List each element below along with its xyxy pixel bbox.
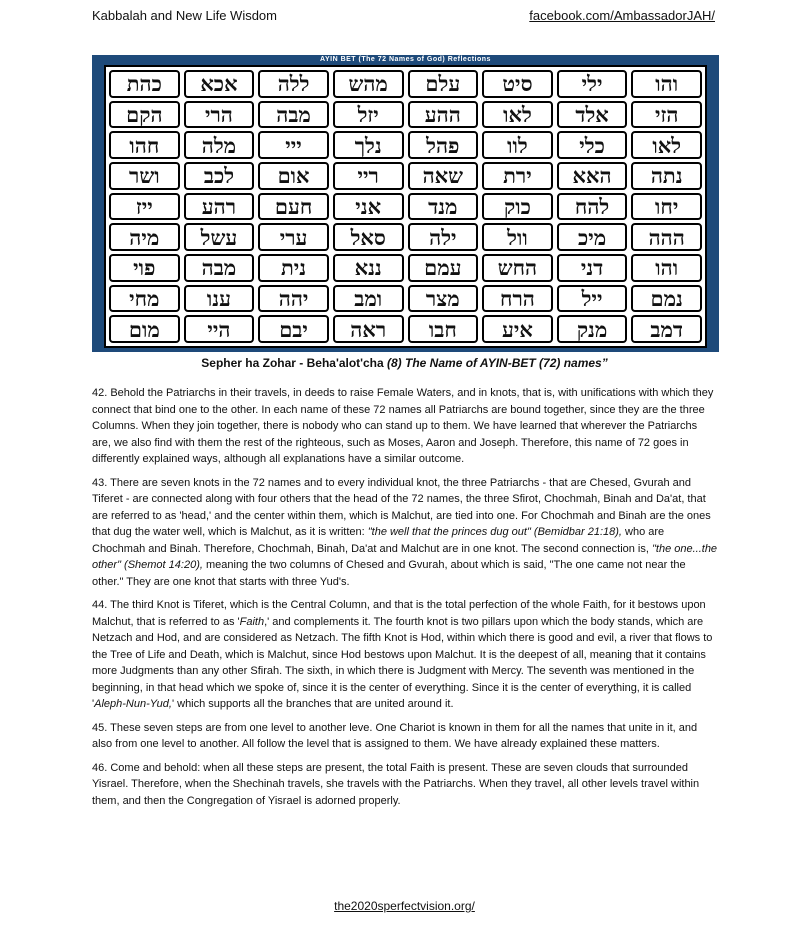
name-cell: רהע xyxy=(184,193,255,221)
name-cell: ילי xyxy=(557,70,628,98)
name-cell: ייז xyxy=(109,193,180,221)
name-cell: הזי xyxy=(631,101,702,129)
name-cell: לאו xyxy=(482,101,553,129)
p43-text-b: who are Chochmah and Binah. Therefore, Chochmah, Binah, Da'at and Malchut are in one knot. The second connection is, xyxy=(92,526,665,555)
ayin-bet-chart xyxy=(92,55,719,352)
name-cell: והו xyxy=(631,70,702,98)
paragraph-46: 46. Come and behold: when all these steps are present, the total Faith is present. These are seven clouds that surrounded Yisrael. Therefore, when the Shechinah travels, she travels with the Patriarchs. When they travel, all other levels travel within them, and then the Congregation of Yisrael is adorned properly. xyxy=(92,761,700,807)
name-cell: כהת xyxy=(109,70,180,98)
name-cell: נתה xyxy=(631,162,702,190)
name-cell: יזל xyxy=(333,101,404,129)
name-cell: כלי xyxy=(557,131,628,159)
name-cell: לוו xyxy=(482,131,553,159)
paragraph-42: 42. Behold the Patriarchs in their travels, in deeds to raise Female Waters, and in knots, that is, with unifications with which they connect that bind one to the other. In each name of these 72 names all Patriarchs are bound together, since they are the three Columns. When they join together, there is nobody who can stand up to them. We have learned that wherever the Patriarchs are, we also find with them the rest of the righteous, such as Moses, Aaron and Joseph. Therefore, this name of 72 goes in differently explained ways, although all explanations have a similar outcome. xyxy=(92,387,714,465)
name-cell: לכב xyxy=(184,162,255,190)
name-cell: חהו xyxy=(109,131,180,159)
name-cell: אלד xyxy=(557,101,628,129)
name-cell: נמם xyxy=(631,285,702,313)
name-cell: שאה xyxy=(408,162,479,190)
p43-text-c: meaning the two columns of Chesed and Gvurah, about which is said, "The one came not near the other." They are one knot that starts with three Yud's. xyxy=(92,559,686,588)
name-cell: חעם xyxy=(258,193,329,221)
name-cell: עשל xyxy=(184,223,255,251)
name-cell: והו xyxy=(631,254,702,282)
name-cell: הרח xyxy=(482,285,553,313)
name-cell: להח xyxy=(557,193,628,221)
name-cell: מיה xyxy=(109,223,180,251)
name-cell: מהש xyxy=(333,70,404,98)
name-cell: מום xyxy=(109,315,180,343)
footer-link[interactable]: the2020sperfectvision.org/ xyxy=(334,899,475,913)
p44-aleph-nun-yud: Aleph-Nun-Yud, xyxy=(94,698,172,710)
name-cell: ייל xyxy=(557,285,628,313)
name-cell: ללה xyxy=(258,70,329,98)
name-cell: ראה xyxy=(333,315,404,343)
name-cell: אכא xyxy=(184,70,255,98)
name-cell: פהל xyxy=(408,131,479,159)
caption-source: Sepher ha Zohar - Beha'alot'cha xyxy=(201,356,388,370)
p43-quote-1: "the well that the princes dug out" (Bemidbar 21:18), xyxy=(367,526,622,538)
name-cell: מנק xyxy=(557,315,628,343)
name-cell: ההה xyxy=(631,223,702,251)
name-cell: ירת xyxy=(482,162,553,190)
name-cell: החש xyxy=(482,254,553,282)
name-cell: מלה xyxy=(184,131,255,159)
name-cell: היי xyxy=(184,315,255,343)
name-cell: דני xyxy=(557,254,628,282)
header-title: Kabbalah and New Life Wisdom xyxy=(92,8,277,23)
name-cell: ושר xyxy=(109,162,180,190)
name-cell: ילה xyxy=(408,223,479,251)
name-cell: האא xyxy=(557,162,628,190)
facebook-link[interactable]: facebook.com/AmbassadorJAH/ xyxy=(529,8,715,23)
name-cell: ערי xyxy=(258,223,329,251)
name-cell: כוק xyxy=(482,193,553,221)
paragraph-43 xyxy=(92,475,719,591)
name-cell: מבה xyxy=(184,254,255,282)
name-cell: לאו xyxy=(631,131,702,159)
name-cell: סיט xyxy=(482,70,553,98)
p44-faith: Faith xyxy=(239,615,265,628)
name-cell: חבו xyxy=(408,315,479,343)
name-cell: ייי xyxy=(258,131,329,159)
p44-text-b: ,' and complements it. The fourth knot is two pillars upon which the body stands, which are Netzach and Hod, and are considered as Netzach. The fifth Knot is Hod, within which there is good and evil, a river that flows to the Tree of Life and Death, which is Malchut, since Hod bestows upon Malchut. It is the deepest of all, meaning that it contains more Judgments than any other Sfirah. The sixth, in which there is Judgment with Mercy. The seventh was mentioned in the beginning, in that head which we spoke of, since it is the center of everything. Since it is the center of everything, it is called ' xyxy=(92,615,713,710)
p43-text-a: 43. There are seven knots in the 72 names and to every individual knot, the three Patriarchs - that are Chesed, Gvurah and Tiferet - are connected along with four others that the head of the 72 names, the three Sfirot, Chochmah, Binah and Da'at, that are referred to as 'head,' and the center within them, which is Malchut, are tied into one. For Chochmah and Binah are the ones that dug the water well, which is Malchut, as it is written: xyxy=(92,476,711,538)
name-cell: איע xyxy=(482,315,553,343)
caption-title: (8) The Name of AYIN-BET (72) names” xyxy=(387,356,608,370)
name-cell: פוי xyxy=(109,254,180,282)
name-cell: מנד xyxy=(408,193,479,221)
name-cell: ומב xyxy=(333,285,404,313)
name-cell: יהה xyxy=(258,285,329,313)
name-cell: הקם xyxy=(109,101,180,129)
paragraph-44 xyxy=(92,597,719,713)
chart-caption xyxy=(0,356,809,370)
chart-title: AYIN BET (The 72 Names of God) Reflections xyxy=(320,56,491,63)
paragraph-45: 45. These seven steps are from one level to another leve. One Chariot is known in them for all the names that unite in it, and also from one level to another. All follow the level that is assigned to them. We have already explained these matters. xyxy=(92,721,698,750)
name-cell: נלך xyxy=(333,131,404,159)
name-cell: מיכ xyxy=(557,223,628,251)
name-cell: ענו xyxy=(184,285,255,313)
name-cell: עלם xyxy=(408,70,479,98)
name-cell: אום xyxy=(258,162,329,190)
name-cell: וול xyxy=(482,223,553,251)
name-cell: מבה xyxy=(258,101,329,129)
name-cell: עמם xyxy=(408,254,479,282)
p44-text-a: 44. The third Knot is Tiferet, which is the Central Column, and that is the total perfection of the whole Faith, for it bestows upon Malchut, that is referred to as ' xyxy=(92,599,706,628)
name-cell: הרי xyxy=(184,101,255,129)
name-cell: מחי xyxy=(109,285,180,313)
name-cell: אני xyxy=(333,193,404,221)
name-cell: ננא xyxy=(333,254,404,282)
names-grid xyxy=(104,65,707,348)
article-body xyxy=(92,385,719,816)
name-cell: יחו xyxy=(631,193,702,221)
name-cell: דמב xyxy=(631,315,702,343)
name-cell: מצר xyxy=(408,285,479,313)
p44-text-c: ' which supports all the branches that are united around it. xyxy=(171,698,454,710)
name-cell: סאל xyxy=(333,223,404,251)
p43-quote-2: "the one...the other" (Shemot 14:20), xyxy=(92,542,718,571)
name-cell: ריי xyxy=(333,162,404,190)
name-cell: ההע xyxy=(408,101,479,129)
name-cell: נית xyxy=(258,254,329,282)
name-cell: יבם xyxy=(258,315,329,343)
